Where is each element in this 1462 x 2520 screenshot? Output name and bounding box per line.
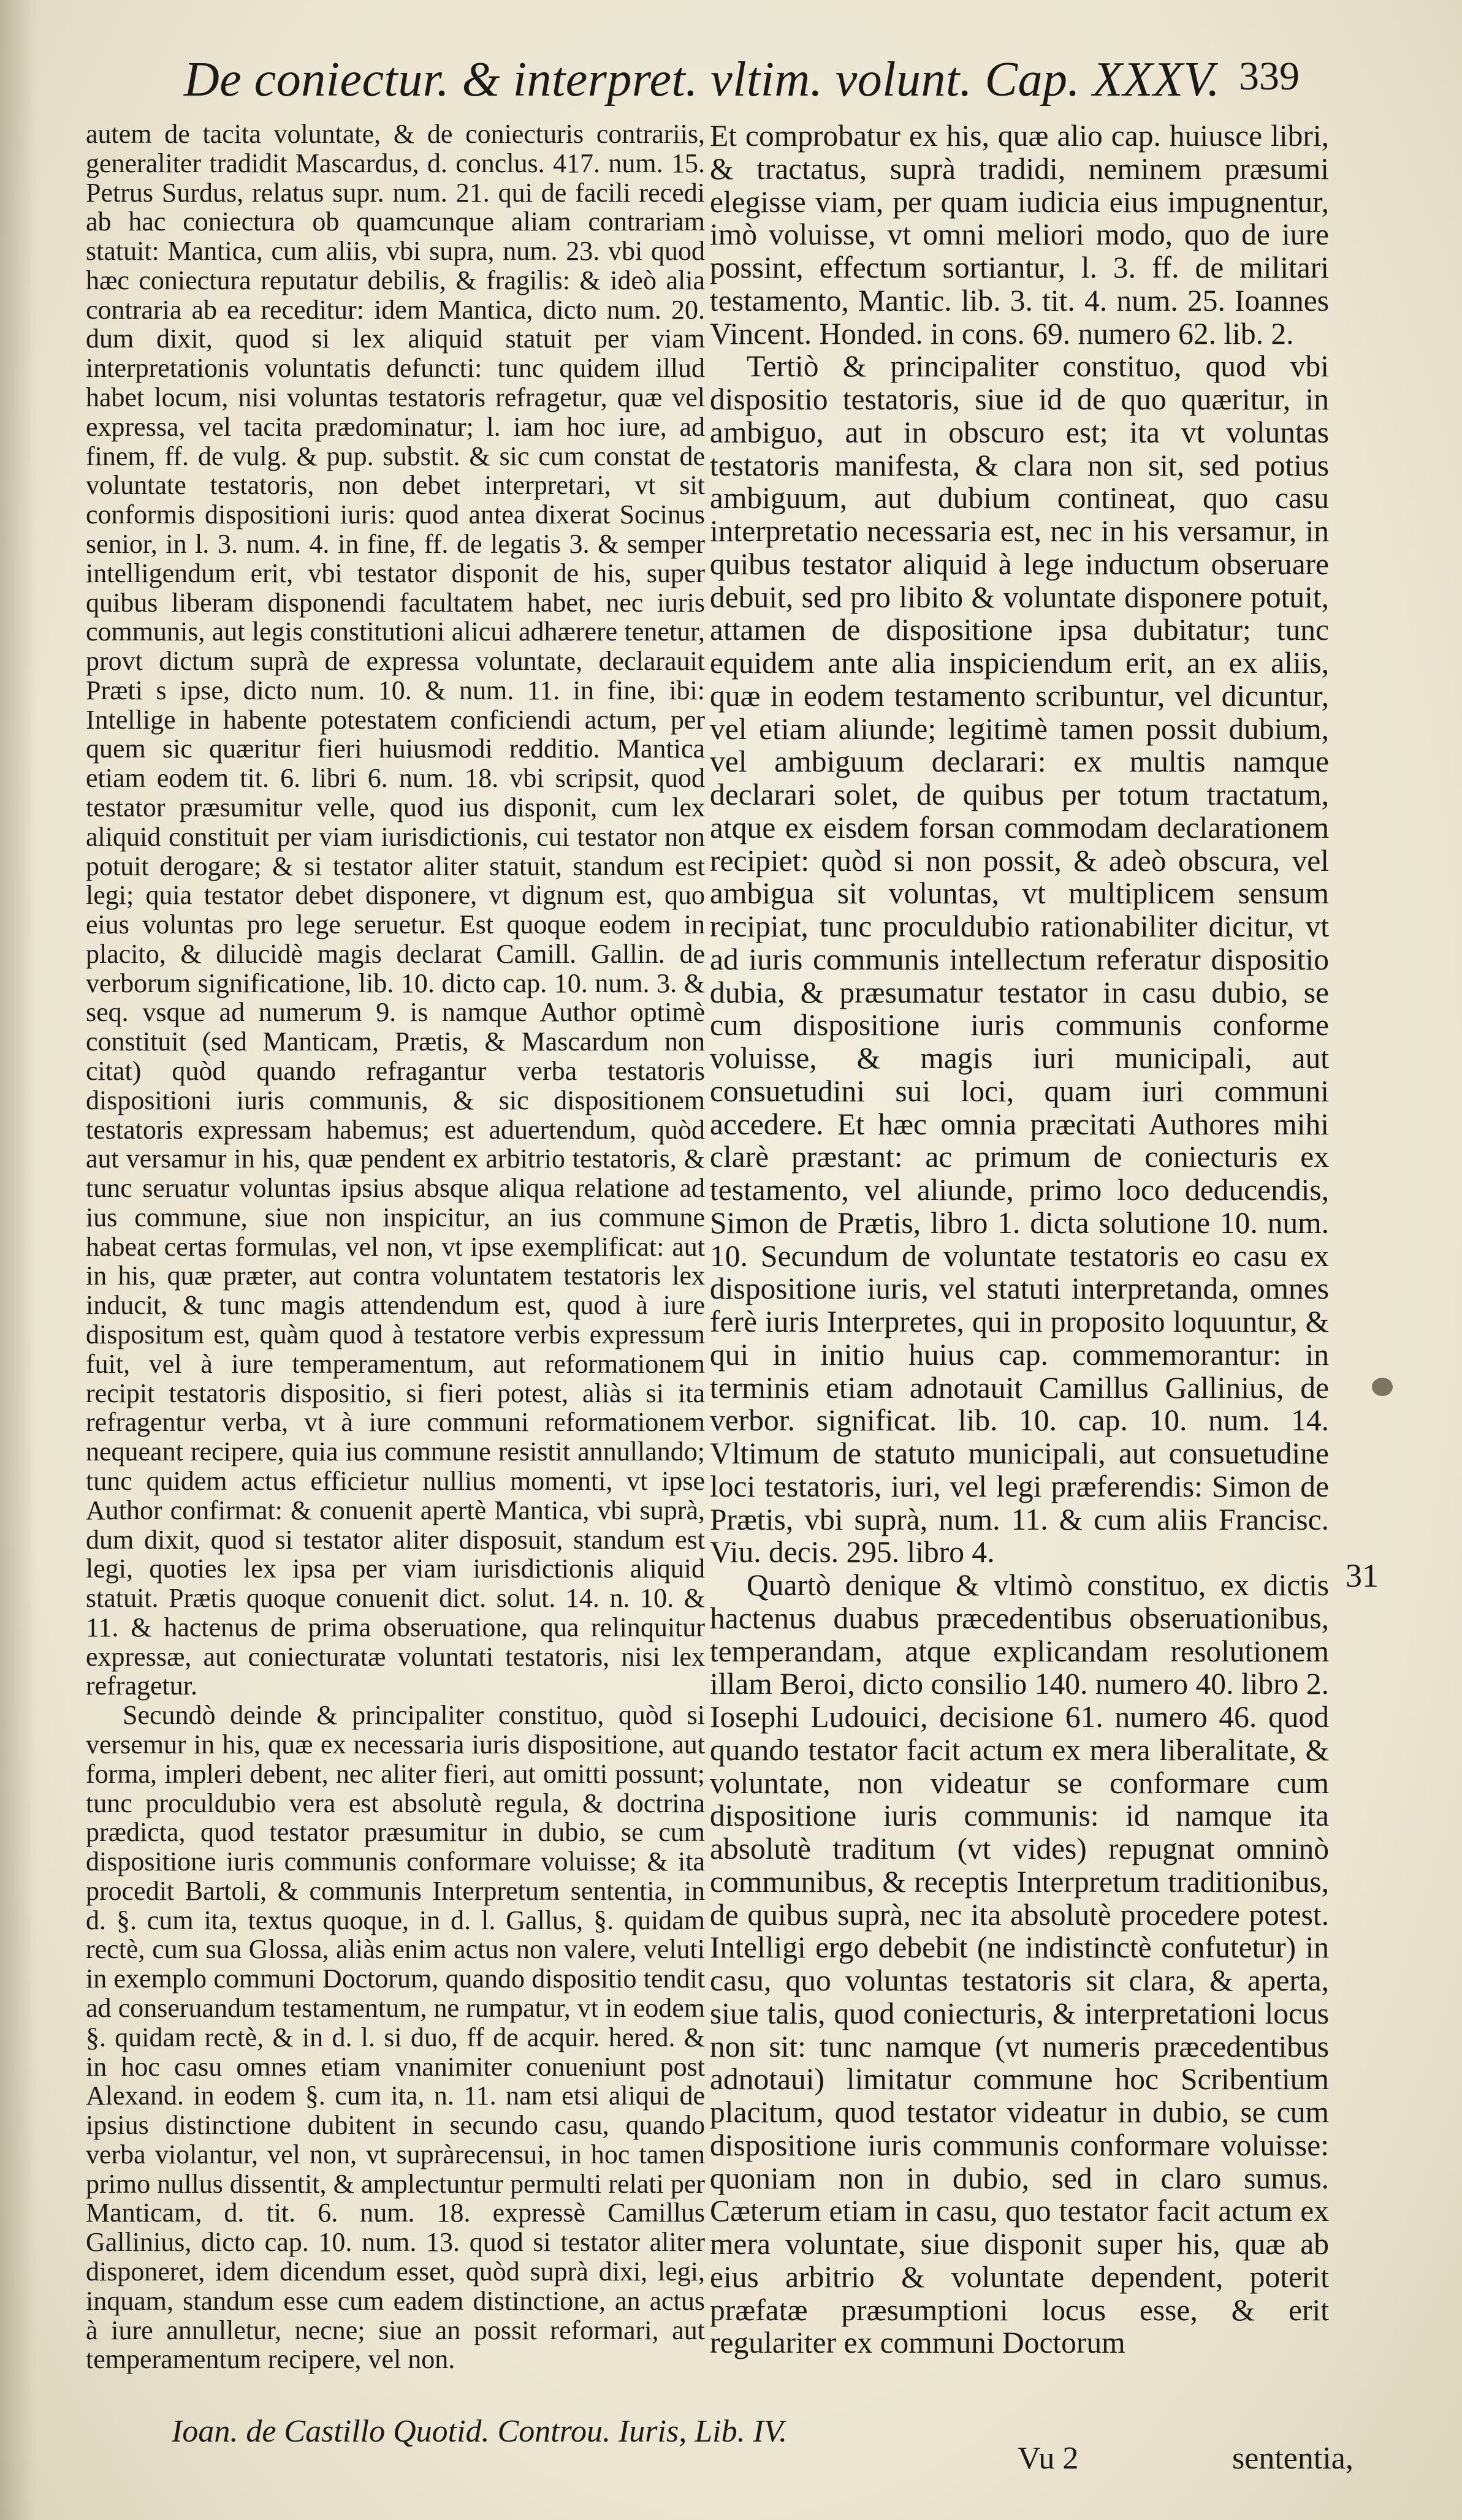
marginal-number: 31 [1346, 1557, 1379, 1594]
paragraph: Quartò denique & vltimò constituo, ex dictis hactenus duabus præcedentibus obseruationibus, temperandam, atque explicandam resolutionem illam Beroi, dicto consilio 140. numero 40. libro 2. Iosephi Ludouici, decisione 61. numero 46. quod quando testator facit actum ex mera liberalitate, & voluntate, non videatur se conformare cum dispositione iuris communis: id namque ita absolutè traditum (vt vides) repugnat omninò communibus, & receptis Interpretum traditionibus, de quibus suprà, nec ita absolutè procedere potest. Intelligi ergo debebit (ne indistinctè confutetur) in casu, quo voluntas testatoris sit clara, & aperta, siue talis, quod coniecturis, & interpretationi locus non sit: tunc namque (vt numeris præcedentibus adnotaui) limitatur commune hoc Scribentium placitum, quod testator videatur in dubio, se cum dispositione iuris communis conformare voluisse: quoniam non in dubio, sed in claro sumus. Cæterum etiam in casu, quo testator facit actum ex mera voluntate, siue disponit super his, quæ ab eius arbitrio & voluntate dependent, poterit præfatæ præsumptioni locus esse, & erit regulariter ex communi Doctorum [710, 1568, 1329, 2360]
catchword: sententia, [1232, 2441, 1353, 2476]
ink-blot [1372, 1378, 1393, 1396]
left-column [86, 120, 705, 2374]
gutter-shadow [0, 0, 37, 2520]
paragraph: Tertiò & principaliter constituo, quod vbi dispositio testatoris, siue id de quo quæritur, in ambiguo, aut in obscuro est; ita vt voluntas testatoris manifesta, & clara non sit, sed potius ambiguum, aut dubium contineat, quo casu interpretatio necessaria est, nec in his versamur, in quibus testator aliquid à lege inductum obseruare debuit, sed pro libito & voluntate disponere potuit, attamen de dispositione ipsa dubitatur; tunc equidem ante alia inspiciendum erit, an ex aliis, quæ in eodem testamento scribuntur, vel dicuntur, vel etiam aliunde; legitimè tamen possit dubium, vel ambiguum declarari: ex multis namque declarari solet, de quibus per totum tractatum, atque ex eisdem forsan commodam declarationem recipiet: quòd si non possit, & adeò obscura, vel ambigua sit voluntas, vt multiplicem sensum recipiat, tunc proculdubio rationabiliter dicitur, vt ad iuris communis intellectum referatur dispositio dubia, & præsumatur testator in casu dubio, se cum dispositione iuris communis conforme voluisse, & magis iuri municipali, aut consuetudini sui loci, quam iuri communi accedere. Et hæc omnia præcitati Authores mihi clarè præstant: ac primum de coniecturis ex testamento, vel aliunde, primo loco deducendis, Simon de Prætis, libro 1. dicta solutione 10. num. 10. Secundum de voluntate testatoris eo casu ex dispositione iuris, vel statuti interpretanda, omnes ferè iuris Interpretes, qui in proposito loquuntur, & qui in initio huius cap. commemorantur: in terminis etiam adnotauit Camillus Gallinius, de verbor. significat. lib. 10. cap. 10. num. 14. Vltimum de statuto municipali, aut consuetudine loci testatoris, iuri, vel legi præferendis: Simon de Prætis, vbi suprà, num. 11. & cum aliis Francisc. Viu. decis. 295. libro 4. [710, 349, 1329, 1569]
page-number: 339 [1239, 54, 1300, 99]
page-header [184, 52, 1300, 120]
paragraph: Et comprobatur ex his, quæ alio cap. huiusce libri, & tractatus, suprà tradidi, neminem præsumi elegisse viam, per quam iudicia eius impugnentur, imò voluisse, vt omni meliori modo, quo de iure possint, effectum sortiantur, l. 3. ff. de militari testamento, Mantic. lib. 3. tit. 4. num. 25. Ioannes Vincent. Honded. in cons. 69. numero 62. lib. 2. [710, 119, 1329, 351]
paragraph: Secundò deinde & principaliter constituo, quòd si versemur in his, quæ ex necessaria iuris dispositione, aut forma, impleri debent, nec aliter fieri, aut omitti possunt; tunc proculdubio vera est absolutè regula, & doctrina prædicta, quod testator præsumitur in dubio, se cum dispositione iuris communis conformare voluisse; & ita procedit Bartoli, & communis Interpretum sententia, in d. §. cum ita, textus quoque, in d. l. Gallus, §. quidam rectè, cum sua Glossa, aliàs enim actus non valere, veluti in exemplo communi Doctorum, quando dispositio tendit ad conseruandum testamentum, ne rumpatur, vt in eodem §. quidam rectè, & in d. l. si duo, ff de acquir. hered. & in hoc casu omnes etiam vnanimiter conueniunt post Alexand. in eodem §. cum ita, n. 11. nam etsi aliqui de ipsius distinctione dubitent in secundo casu, quando verba violantur, vel non, vt supràrecensui, in hoc tamen primo nullus dissentit, & amplectuntur permulti relati per Manticam, d. tit. 6. num. 18. expressè Camillus Gallinius, dicto cap. 10. num. 13. quod si testator aliter disponeret, idem dicendum esset, quòd suprà dixi, legi, inquam, standum esse cum eadem distinctione, an actus à iure annulletur, necne; siue an possit reformari, aut temperamentum recipere, vel non. [86, 1700, 705, 2375]
footer-book-title: Ioan. de Castillo Quotid. Controu. Iuris, Lib. IV. [172, 2414, 787, 2449]
paragraph: autem de tacita voluntate, & de coniecturis contrariis, generaliter tradidit Mascardus, d. conclus. 417. num. 15. Petrus Surdus, relatus supr. num. 21. qui de facili recedi ab hac coniectura ob quamcunque aliam contrariam statuit: Mantica, cum aliis, vbi supra, num. 23. vbi quod hæc coniectura reputatur debilis, & fragilis: & ideò alia contraria ab ea receditur: idem Mantica, dicto num. 20. dum dixit, quod si lex aliquid statuit per viam interpretationis voluntatis defuncti: tunc quidem illud habet locum, nisi voluntas testatoris refragetur, quæ vel expressa, vel tacita prædominatur; l. iam hoc iure, ad finem, ff. de vulg. & pup. substit. & sic cum constat de voluntate testatoris, non debet interpretari, vt sit conformis dispositioni iuris: quod antea dixerat Socinus senior, in l. 3. num. 4. in fine, ff. de legatis 3. & semper intelligendum erit, vbi testator disponit de his, super quibus liberam disponendi facultatem habet, nec iuris communis, aut legis constitutioni alicui adhærere tenetur, provt dictum suprà de expressa voluntate, declarauit Præti s ipse, dicto num. 10. & num. 11. in fine, ibi: Intellige in habente potestatem conficiendi actum, per quem sic quæritur fieri huiusmodi redditio. Mantica etiam eodem tit. 6. libri 6. num. 18. vbi scripsit, quod testator præsumitur velle, quod ius disponit, cum lex aliquid constituit per viam iurisdictionis, cui testator non potuit derogare; & si testator aliter statuit, standum est legi; quia testator debet disponere, vt dignum est, quo eius voluntas pro lege seruetur. Est quoque eodem in placito, & dilucidè magis declarat Camill. Gallin. de verborum significatione, lib. 10. dicto cap. 10. num. 3. & seq. vsque ad numerum 9. is namque Author optimè constituit (sed Manticam, Prætis, & Mascardum non citat) quòd quando refragantur verba testatoris dispositioni iuris communis, & sic dispositionem testatoris expressam habemus; est aduertendum, quòd aut versamur in his, quæ pendent ex arbitrio testatoris, & tunc seruatur voluntas ipsius absque aliqua relatione ad ius commune, siue non inspicitur, an ius commune habeat certas formulas, vel non, vt ipse exemplificat: aut in his, quæ præter, aut contra voluntatem testatoris lex inducit, & tunc magis attendendum est, quod à iure dispositum est, quàm quod à testatore verbis expressum fuit, vel à iure temperamentum, aut reformationem recipit testatoris dispositio, si fieri potest, aliàs si ita refragentur verba, vt à iure communi reformationem nequeant recipere, quia ius commune resistit annullando; tunc quidem actus efficietur nullius momenti, vt ipse Author confirmat: & conuenit apertè Mantica, vbi suprà, dum dixit, quod si testator aliter disposuit, standum est legi, quoties lex ipsa per viam iurisdictionis aliquid statuit. Prætis quoque conuenit dict. solut. 14. n. 10. & 11. & hactenus de prima obseruatione, qua relinquitur expressæ, aut coniecturatæ voluntati testatoris, nisi lex refragetur. [86, 119, 705, 1701]
right-column [710, 120, 1329, 2359]
signature-mark: Vu 2 [1018, 2441, 1079, 2476]
running-title: De coniectur. & interpret. vltim. volunt. Cap. XXXV. [184, 53, 1220, 107]
